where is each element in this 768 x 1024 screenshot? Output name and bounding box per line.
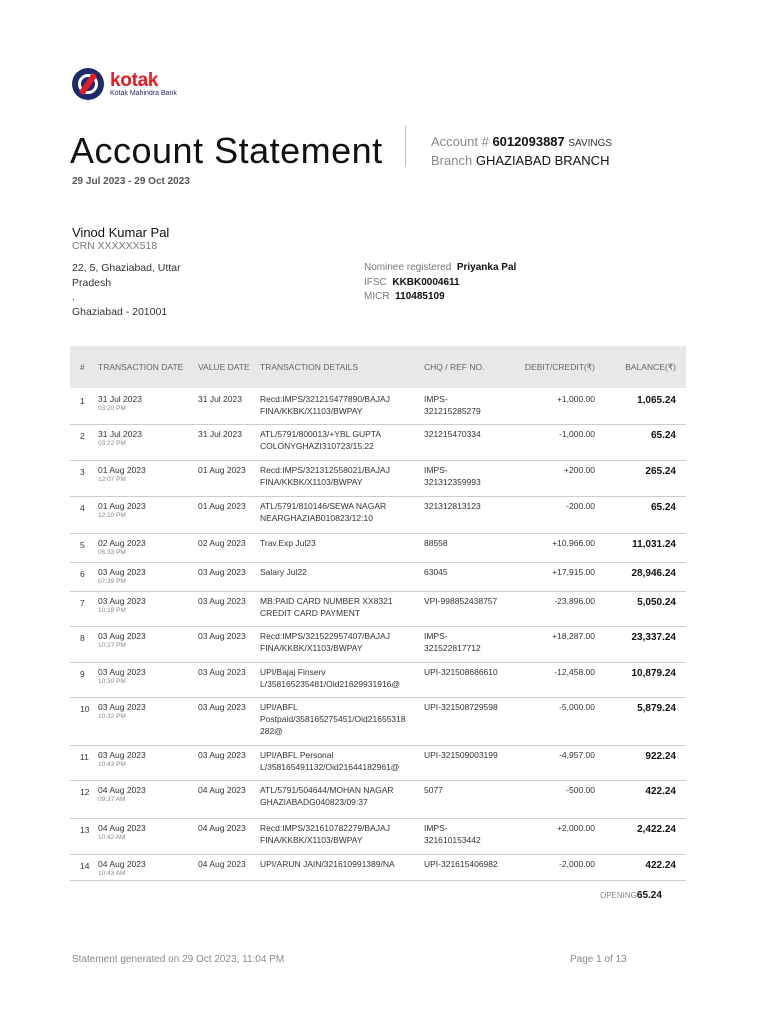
value-date: 03 Aug 2023: [198, 567, 246, 577]
table-row: [70, 662, 686, 698]
transaction-date: 04 Aug 2023: [98, 823, 146, 833]
details-line: GHAZIABADG040823/09:37: [260, 797, 368, 807]
details-line: MB:PAID CARD NUMBER XX8321: [260, 596, 393, 606]
brand-subtitle: Kotak Mahindra Bank: [110, 90, 177, 97]
row-number: 10: [80, 704, 90, 714]
value-date: 03 Aug 2023: [198, 667, 246, 677]
nominee-value: Priyanka Pal: [456, 262, 517, 273]
details-line: Recd:IMPS/321522957407/BAJAJ: [260, 631, 390, 641]
details-line: UPI/ABFL Personal: [260, 750, 334, 760]
balance: 5,050.24: [637, 597, 676, 608]
transaction-time: 12:10 PM: [98, 512, 126, 519]
table-row: [70, 626, 686, 663]
balance: 422.24: [645, 786, 676, 797]
transaction-date: 01 Aug 2023: [98, 501, 146, 511]
transaction-date: 03 Aug 2023: [98, 702, 146, 712]
value-date: 01 Aug 2023: [198, 501, 246, 511]
account-label: Account #: [431, 134, 489, 149]
value-date: 03 Aug 2023: [198, 596, 246, 606]
row-number: 13: [80, 825, 90, 835]
details-line: Recd:IMPS/321610782279/BAJAJ: [260, 823, 390, 833]
ref-number: 321215470334: [424, 429, 481, 439]
row-number: 2: [80, 431, 85, 441]
address-line: 22, 5, Ghaziabad, Uttar: [72, 262, 181, 274]
amount: -23,896.00: [554, 596, 595, 606]
table-header: [70, 346, 686, 388]
transaction-time: 10:27 PM: [98, 642, 126, 649]
ref-number: IMPS-: [424, 394, 448, 404]
transaction-time: 03:22 PM: [98, 440, 126, 447]
amount: -12,458.00: [554, 667, 595, 677]
details-line: UPI/Bajaj Finserv: [260, 667, 326, 677]
transaction-date: 02 Aug 2023: [98, 538, 146, 548]
transaction-date: 03 Aug 2023: [98, 667, 146, 677]
header-divider: [405, 126, 406, 166]
amount: +200.00: [564, 465, 595, 475]
row-number: 9: [80, 669, 85, 679]
ref-number: UPI-321508686610: [424, 667, 498, 677]
details-line: FINA/KKBK/X1103/BWPAY: [260, 835, 363, 845]
transaction-date: 31 Jul 2023: [98, 429, 142, 439]
address-line: Ghaziabad - 201001: [72, 305, 168, 318]
details-line: CREDIT CARD PAYMENT: [260, 608, 361, 618]
balance: 10,879.24: [631, 668, 676, 679]
col-num: #: [80, 362, 85, 372]
value-date: 04 Aug 2023: [198, 785, 246, 795]
details-line: ATL/5791/800013/+YBL GUPTA: [260, 429, 382, 439]
account-number: 6012093887: [492, 134, 565, 149]
customer-name: Vinod Kumar Pal: [72, 225, 170, 240]
amount: +17,915.00: [552, 567, 595, 577]
amount: -200.00: [566, 501, 595, 511]
details-line: 282@: [260, 726, 283, 736]
ref-number: 321610153442: [424, 835, 481, 845]
details-line: FINA/KKBK/X1103/BWPAY: [260, 406, 363, 416]
ref-number: 321522817712: [424, 643, 481, 653]
customer-address: [72, 261, 192, 319]
value-date: 03 Aug 2023: [198, 631, 246, 641]
bank-logo: [72, 68, 212, 102]
col-balance: BALANCE(₹): [625, 362, 676, 372]
table-row: [70, 745, 686, 781]
branch-name: GHAZIABAD BRANCH: [475, 153, 610, 168]
value-date: 31 Jul 2023: [198, 394, 242, 404]
value-date: 03 Aug 2023: [198, 750, 246, 760]
statement-period: 29 Jul 2023 - 29 Oct 2023: [72, 176, 190, 187]
col-details: TRANSACTION DETAILS: [260, 362, 359, 372]
balance: 265.24: [645, 466, 676, 477]
ref-number: 321312359993: [424, 477, 481, 487]
ref-number: 321312813123: [424, 501, 481, 511]
balance: 11,031.24: [632, 539, 676, 550]
value-date: 02 Aug 2023: [198, 538, 246, 548]
opening-label: OPENING: [600, 891, 637, 900]
ref-number: 88558: [424, 538, 448, 548]
amount: -500.00: [566, 785, 595, 795]
table-row: [70, 424, 686, 461]
details-line: Trav.Exp Jul23: [260, 538, 316, 548]
details-line: Postpaid/358165275451/Oid21655318: [260, 714, 406, 724]
col-value-date: VALUE DATE: [198, 362, 250, 372]
table-row: [70, 460, 686, 497]
nominee-info: [364, 261, 516, 305]
balance: 65.24: [650, 430, 676, 441]
branch-label: Branch: [431, 153, 473, 168]
ref-number: UPI-321509003199: [424, 750, 498, 760]
row-number: 4: [80, 503, 85, 513]
brand-name: kotak: [110, 70, 159, 91]
page-title: Account Statement: [70, 130, 383, 171]
table-row: [70, 562, 686, 592]
details-line: UPI/ABFL: [260, 702, 298, 712]
transaction-time: 10:42 AM: [98, 834, 126, 841]
details-line: ATL/5791/810146/SEWA NAGAR: [260, 501, 387, 511]
transaction-time: 10:43 AM: [98, 870, 126, 877]
details-line: L/358165235481/Oid21629931916@: [260, 679, 401, 689]
amount: +18,287.00: [552, 631, 595, 641]
row-number: 6: [80, 569, 85, 579]
ref-number: 321215285279: [424, 406, 481, 416]
row-number: 12: [80, 787, 90, 797]
ref-number: UPI-321508729598: [424, 702, 498, 712]
customer-crn: CRN XXXXXX518: [72, 240, 158, 252]
balance: 28,946.24: [631, 568, 676, 579]
transaction-time: 07:39 PM: [98, 578, 126, 585]
col-ref: CHQ / REF NO.: [424, 362, 485, 372]
account-type: SAVINGS: [568, 138, 613, 149]
details-line: FINA/KKBK/X1103/BWPAY: [260, 477, 363, 487]
transaction-date: 01 Aug 2023: [98, 465, 146, 475]
value-date: 03 Aug 2023: [198, 702, 246, 712]
ifsc-label: IFSC: [364, 276, 387, 288]
balance: 1,065.24: [637, 395, 676, 406]
details-line: COLONYGHAZI310723/15:22: [260, 441, 374, 451]
ref-number: 63045: [424, 567, 448, 577]
amount: -5,000.00: [559, 702, 595, 712]
transaction-time: 10:43 PM: [98, 761, 126, 768]
balance: 922.24: [645, 751, 676, 762]
amount: -1,000.00: [559, 429, 595, 439]
ref-number: 5077: [424, 785, 443, 795]
branch-info: [431, 153, 609, 168]
row-number: 14: [80, 861, 90, 871]
table-row: [70, 697, 686, 746]
details-line: Salary Jul22: [260, 567, 307, 577]
table-row: [70, 780, 686, 819]
table-row: [70, 389, 686, 425]
address-line: .: [72, 291, 75, 303]
row-number: 8: [80, 633, 85, 643]
row-number: 1: [80, 396, 85, 406]
transaction-time: 10:32 PM: [98, 713, 126, 720]
opening-balance: [600, 890, 662, 901]
transaction-date: 04 Aug 2023: [98, 785, 146, 795]
balance: 5,879.24: [637, 703, 676, 714]
transaction-time: 03:20 PM: [98, 405, 126, 412]
amount: -4,957.00: [559, 750, 595, 760]
details-line: ATL/5791/504644/MOHAN NAGAR: [260, 785, 394, 795]
address-line: Pradesh: [72, 276, 112, 289]
details-line: FINA/KKBK/X1103/BWPAY: [260, 643, 363, 653]
ifsc-value: KKBK0004611: [392, 276, 460, 288]
value-date: 04 Aug 2023: [198, 823, 246, 833]
page-number: Page 1 of 13: [570, 954, 627, 965]
col-transaction-date: TRANSACTION DATE: [98, 362, 184, 372]
row-number: 3: [80, 467, 85, 477]
col-amount: DEBIT/CREDIT(₹): [524, 362, 595, 372]
amount: +1,000.00: [556, 394, 595, 404]
transaction-date: 03 Aug 2023: [98, 596, 146, 606]
generated-note: Statement generated on 29 Oct 2023, 11:04 PM: [72, 954, 285, 965]
ref-number: IMPS-: [424, 465, 448, 475]
transaction-time: 10:18 PM: [98, 607, 126, 614]
transaction-time: 06:33 PM: [98, 549, 126, 556]
value-date: 31 Jul 2023: [198, 429, 242, 439]
row-number: 11: [80, 752, 89, 762]
balance: 2,422.24: [637, 824, 676, 835]
details-line: L/358165491132/Oid21644182961@: [260, 762, 400, 772]
opening-value: 65.24: [636, 890, 662, 901]
transaction-time: 10:30 PM: [98, 678, 126, 685]
table-row: [70, 854, 686, 881]
amount: -2,000.00: [559, 859, 595, 869]
balance: 65.24: [650, 502, 676, 513]
transaction-date: 03 Aug 2023: [98, 567, 146, 577]
details-line: Recd:IMPS/321312558021/BAJAJ: [260, 465, 390, 475]
table-row: [70, 818, 686, 855]
value-date: 04 Aug 2023: [198, 859, 246, 869]
transaction-date: 03 Aug 2023: [98, 631, 146, 641]
value-date: 01 Aug 2023: [198, 465, 246, 475]
table-row: [70, 496, 686, 534]
kotak-logo-icon: [72, 68, 104, 100]
ref-number: UPI-321615406982: [424, 859, 498, 869]
balance: 23,337.24: [631, 632, 676, 643]
transaction-date: 31 Jul 2023: [98, 394, 142, 404]
micr-value: 110485109: [395, 291, 445, 302]
transaction-date: 04 Aug 2023: [98, 859, 146, 869]
ref-number: IMPS-: [424, 631, 448, 641]
table-row: [70, 591, 686, 627]
amount: +10,966.00: [552, 538, 595, 548]
details-line: NEARGHAZIAB010823/12:10: [260, 513, 373, 523]
nominee-label: Nominee registered: [364, 262, 452, 273]
transaction-date: 03 Aug 2023: [98, 750, 146, 760]
account-info: [431, 134, 612, 149]
table-row: [70, 533, 686, 563]
amount: +2,000.00: [556, 823, 595, 833]
row-number: 5: [80, 540, 85, 550]
details-line: UPI/ARUN JAIN/321610991389/NA: [260, 859, 395, 869]
row-number: 7: [80, 598, 85, 608]
balance: 422.24: [645, 860, 676, 871]
ref-number: VPI-998852438757: [424, 596, 498, 606]
details-line: Recd:IMPS/321215477890/BAJAJ: [260, 394, 390, 404]
transaction-time: 12:07 PM: [98, 476, 126, 483]
transaction-time: 09:37 AM: [98, 796, 126, 803]
micr-label: MICR: [364, 291, 390, 302]
ref-number: IMPS-: [424, 823, 448, 833]
